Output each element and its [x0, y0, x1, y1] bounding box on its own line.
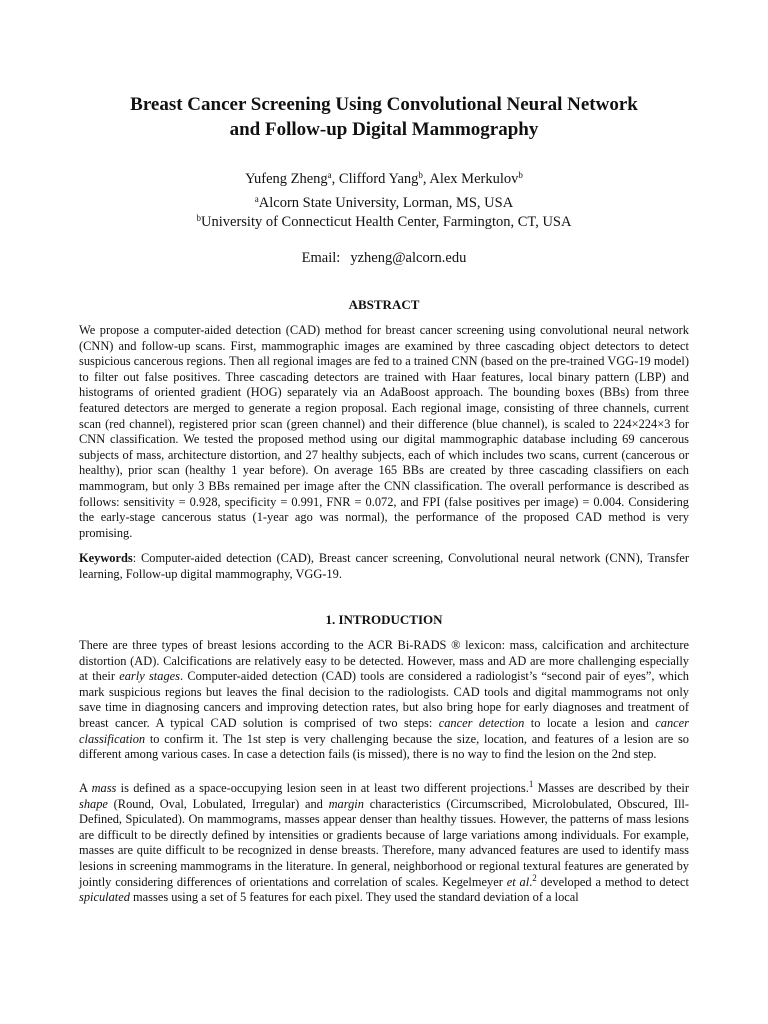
affiliation-list — [79, 194, 689, 232]
affiliation-mark: b — [196, 213, 202, 223]
text-run: Masses are described by their — [533, 781, 689, 795]
author-list — [79, 170, 689, 188]
introduction-paragraph-2 — [79, 781, 689, 906]
italic-term: margin — [328, 796, 364, 811]
italic-term: cancer classification — [79, 715, 689, 746]
citation-mark: 1 — [528, 779, 534, 789]
paper-title-line-1: Breast Cancer Screening Using Convolutional Neural Network — [130, 94, 638, 115]
author-separator: , — [422, 171, 430, 187]
author-affiliation-mark: b — [518, 170, 523, 180]
affiliation — [79, 194, 689, 213]
text-run: A — [79, 781, 92, 795]
abstract-heading: ABSTRACT — [348, 297, 420, 312]
keywords-text: : Computer-aided detection (CAD), Breast cancer screening, Convolutional neural network (CNN), Transfer learning, Follow-up digital mammography, VGG-19. — [79, 551, 689, 581]
contact-email — [79, 249, 689, 267]
italic-term: cancer detection — [438, 715, 525, 730]
author-affiliation-mark: a — [327, 170, 332, 180]
introduction-heading: 1. INTRODUCTION — [325, 612, 443, 627]
text-run: There are three types of breast lesions according to the ACR Bi-RADS ® lexicon: mass, calcification and architecture distortion (AD). Calcifications are relatively easy to be detected. However, mass and AD are more challenging especially at their — [79, 638, 689, 684]
text-run: . Computer-aided detection (CAD) tools are considered a radiologist’s “second pair of eyes”, which mark suspicious regions but leaves the final decision to the radiologists. CAD tools and digital mammograms not only save time in diagnosing cancers and improving detection rates, but also bring hope for early diagnoses and treatment of breast cancer. A typical CAD solution is comprised of two steps: — [79, 669, 689, 730]
author — [245, 171, 339, 187]
text-run: characteristics (Circumscribed, Microlobulated, Obscured, Ill-Defined, Spiculated). On mammograms, masses appear denser than healthy tissues. However, the patterns of mass lesions are difficult to be directly defined by intensities or gradients because of large variations among individuals. For example, masses are quite difficult to be recognized in dense breasts. Therefore, many advanced features are used to identify mass lesions in screening mammograms in the literature. In general, neighborhood or regional textural features are generated by jointly considering differences of orientations and correlation of scales. Kegelmeyer — [79, 796, 689, 889]
author-affiliation-mark: b — [418, 170, 423, 180]
text-run: is defined as a space-occupying lesion seen in at least two different projections. — [116, 781, 529, 795]
italic-term: spiculated — [79, 890, 130, 905]
email-address[interactable]: yzheng@alcorn.edu — [350, 250, 467, 266]
keywords-paragraph — [79, 551, 689, 582]
author — [339, 171, 429, 187]
text-run: developed a method to detect — [536, 874, 690, 889]
paper-title — [79, 92, 689, 142]
paper-title-line-2: and Follow-up Digital Mammography — [229, 119, 539, 140]
author-name: Clifford Yang — [338, 171, 419, 187]
affiliation-text: University of Connecticut Health Center, Farmington, CT, USA — [201, 214, 572, 230]
author-name: Alex Merkulov — [429, 171, 519, 187]
author-name: Yufeng Zheng — [245, 171, 328, 187]
citation-mark: 2 — [532, 872, 537, 883]
abstract-body: We propose a computer-aided detection (CAD) method for breast cancer screening using convolutional neural network (CNN) and follow-up scans. First, mammographic images are examined by three cascading object detectors to detect suspicious cancerous regions. Then all regional images are fed to a trained CNN (based on the pre-trained VGG-19 model) to filter out false positives. Three cascading detectors are trained with Haar features, local binary pattern (LBP) and histograms of oriented gradient (HOG) separately via an AdaBoost approach. The bounding boxes (BBs) from three featured detectors are merged to generate a region proposal. Each regional image, consisting of three channels, current scan (red channel), registered prior scan (green channel) and their difference (blue channel), is scaled to 224×224×3 for CNN classification. We tested the proposed method using our digital mammographic database including 69 cancerous subjects of mass, architecture distortion, and 27 healthy subjects, each of which includes two scans, current (cancerous or healthy), prior scan (healthy 1 year before). On average 165 BBs are created by three cascading classifiers on each mammogram, but only 3 BBs remained per image after the CNN classification. The overall performance is described as follows: sensitivity = 0.928, specificity = 0.991, FNR = 0.072, and FPI (false positives per image) = 0.004. Considering the early-stage cancerous status (1-year ago was normal), the performance of the proposed CAD method is very promising. — [79, 323, 689, 540]
text-run: to locate a lesion and — [524, 715, 656, 730]
italic-term: et al — [506, 874, 530, 889]
affiliation-text: Alcorn State University, Lorman, MS, USA — [258, 195, 514, 211]
italic-term: mass — [91, 781, 117, 795]
affiliation-mark: a — [254, 194, 259, 204]
email-label: Email: — [301, 250, 341, 266]
text-run: masses using a set of 5 features for each pixel. They used the standard deviation of a local — [129, 890, 579, 905]
affiliation — [79, 213, 689, 232]
text-run: (Round, Oval, Lobulated, Irregular) and — [107, 796, 329, 811]
text-run: to confirm it. The 1st step is very challenging because the size, location, and features of a lesion are so different among various cases. In case a detection fails (is missed), there is no way to find the lesion on the 2nd step. — [79, 731, 689, 762]
author-separator: , — [331, 171, 339, 187]
introduction-paragraph-1 — [79, 638, 689, 763]
italic-term: shape — [79, 796, 108, 811]
text-run: . — [529, 874, 533, 889]
keywords-label: Keywords — [79, 551, 133, 565]
italic-term: early stages — [119, 669, 180, 684]
author — [429, 171, 523, 187]
